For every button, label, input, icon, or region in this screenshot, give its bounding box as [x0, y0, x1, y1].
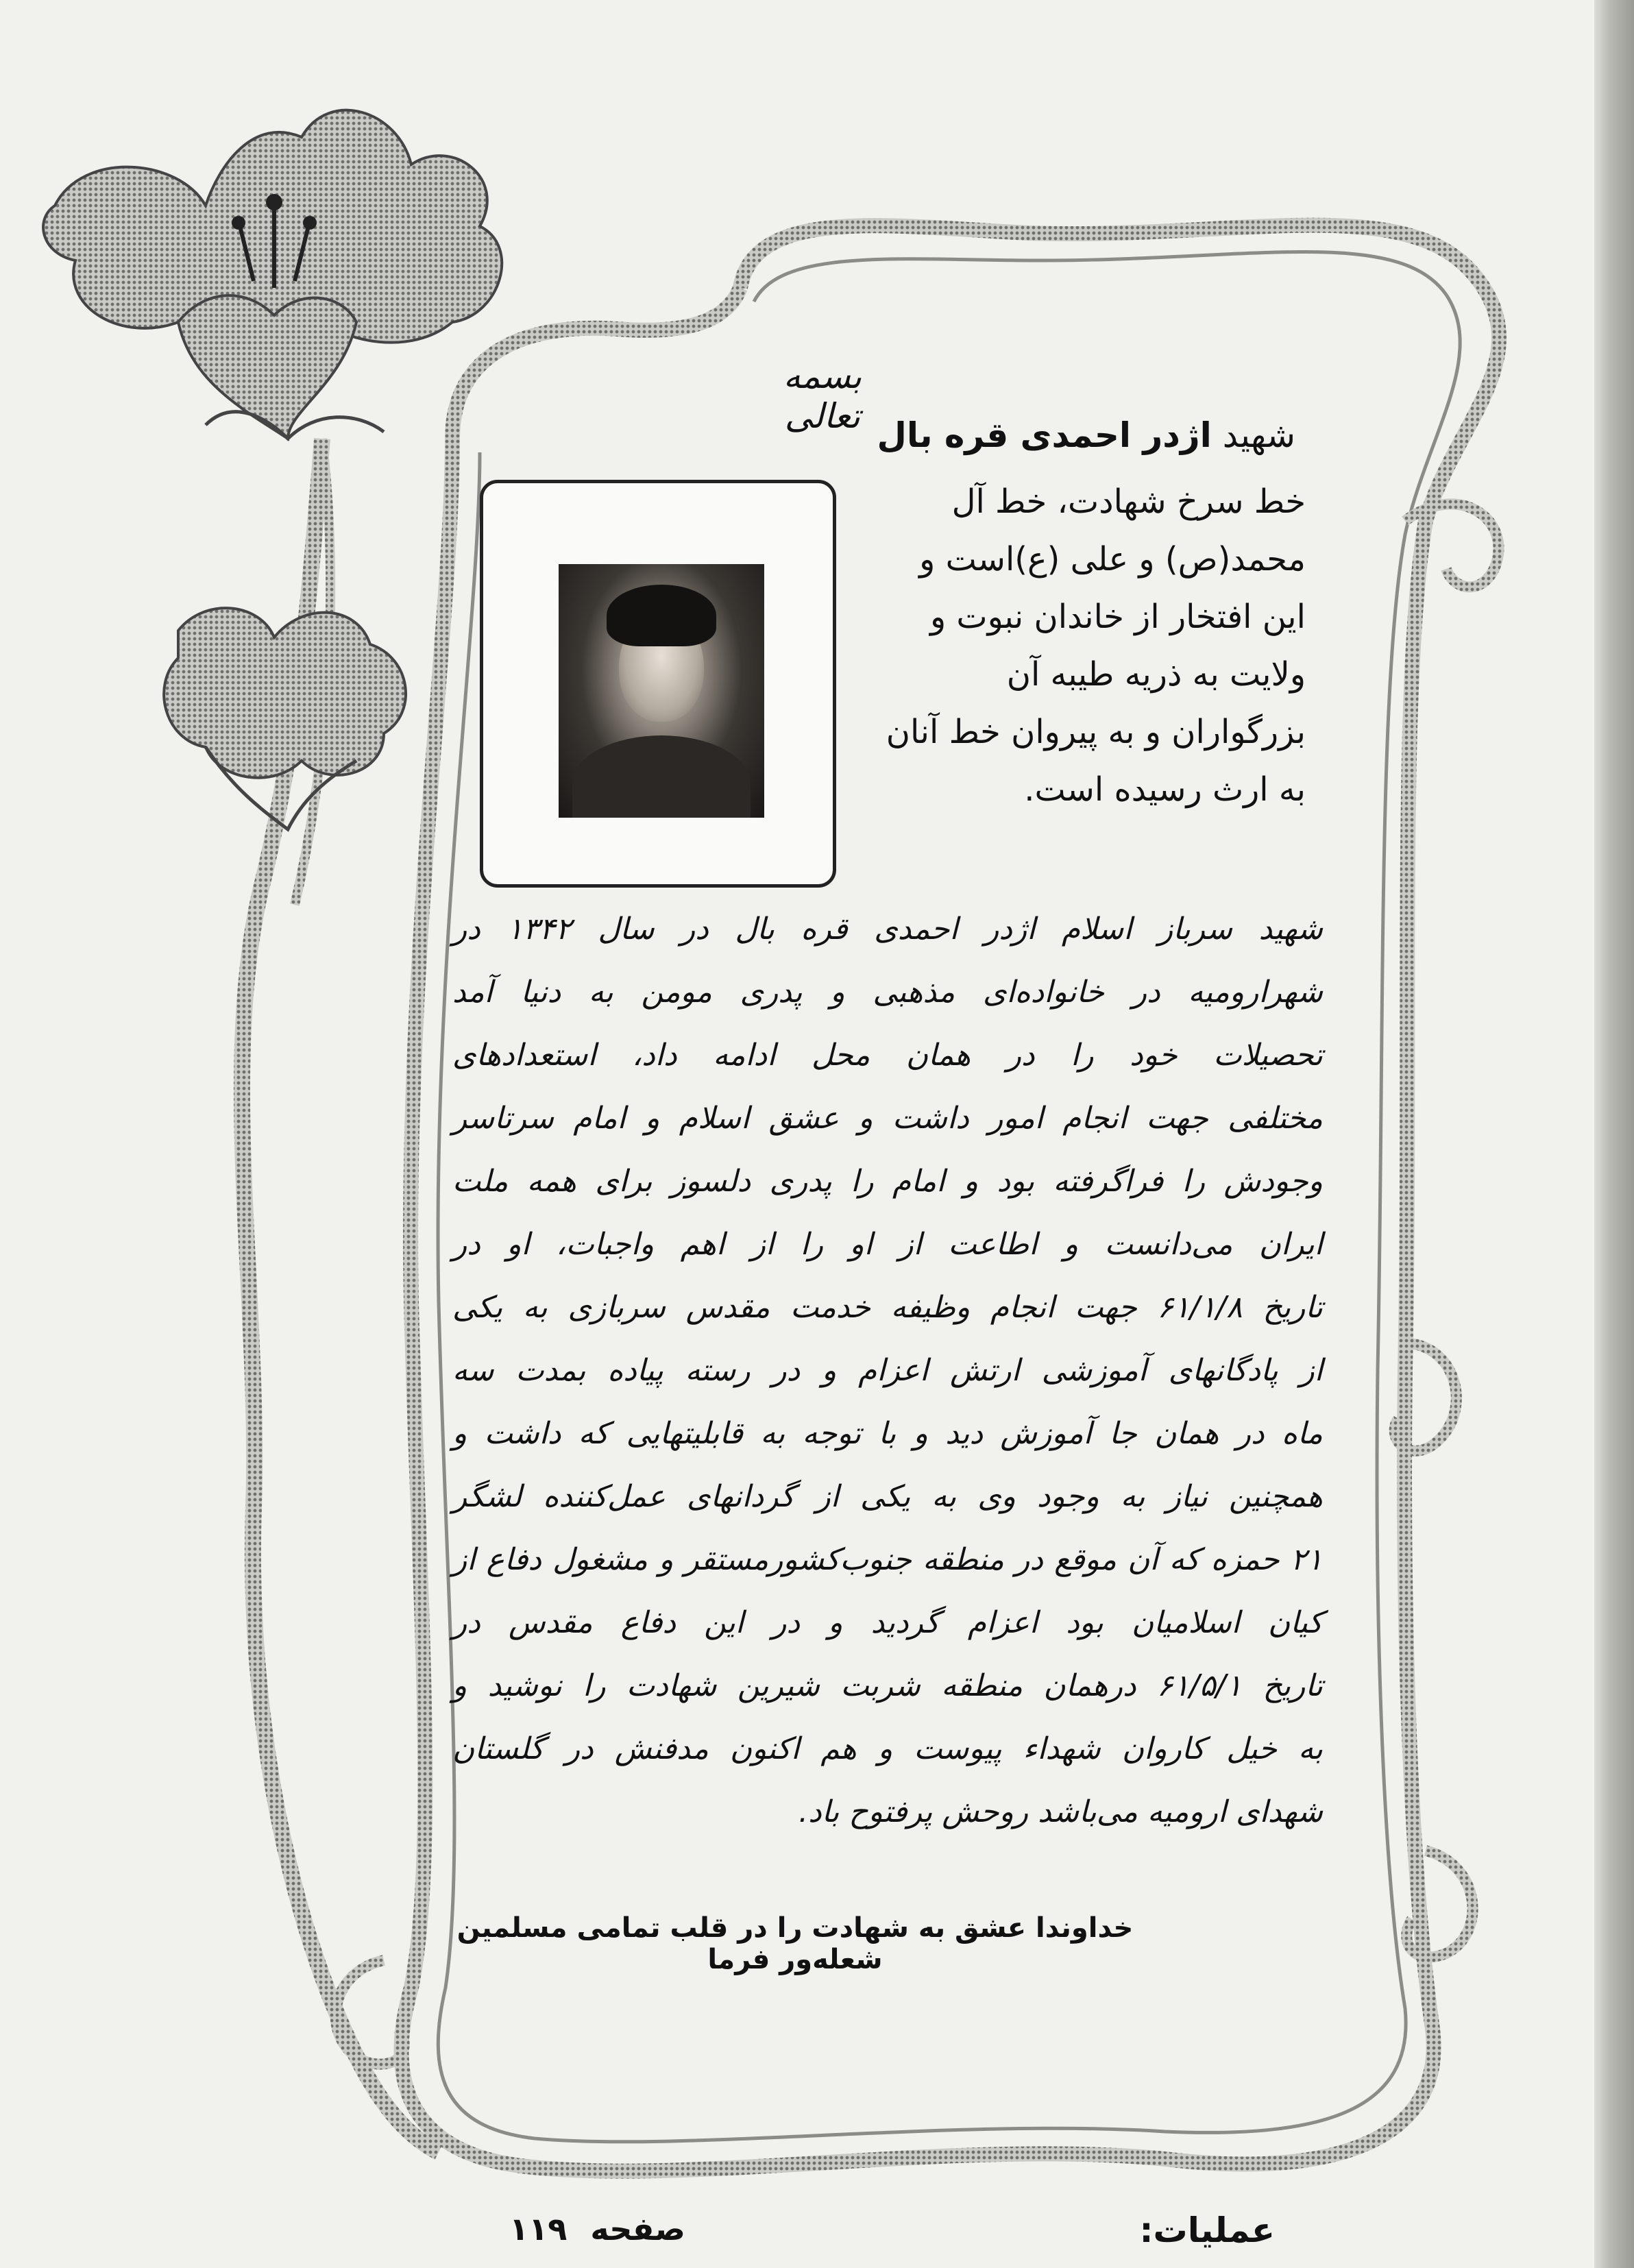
- page-number: صفحه ۱۱۹: [509, 2210, 685, 2247]
- document-heading: بسمه تعالی: [783, 356, 862, 436]
- operations-label: عملیات:: [1139, 2210, 1275, 2250]
- intro-paragraph: [867, 473, 1306, 818]
- intro-line: محمد(ص) و علی (ع)است و: [919, 540, 1306, 578]
- intro-line: بزرگواران و به پیروان خط آنان: [886, 713, 1306, 751]
- bio-line: به خیل کاروان شهداء پیوست و هم اکنون مدفنش در گلستان: [452, 1731, 1323, 1766]
- intro-line: به ارث رسیده است.: [1024, 770, 1306, 809]
- martyr-title: [870, 415, 1295, 455]
- bio-line: ۲۱ حمزه که آن موقع در منطقه جنوب‌کشورمستقر و مشغول دفاع از: [452, 1542, 1323, 1577]
- bio-line: تاریخ ۶۱/۱/۸ جهت انجام وظیفه خدمت مقدس سربازی به یکی: [452, 1290, 1323, 1325]
- bio-line: وجودش را فراگرفته بود و امام را پدری دلسوز برای همه ملت: [452, 1164, 1323, 1199]
- bio-line: شهرارومیه در خانواده‌ای مذهبی و پدری مومن به دنیا آمد: [452, 975, 1323, 1010]
- martyr-name: اژدر احمدی قره بال: [877, 415, 1212, 455]
- bio-line: ماه در همان جا آموزش دید و با توجه به قابلیتهایی که داشت و: [452, 1416, 1323, 1451]
- bio-line: تحصیلات خود را در همان محل ادامه داد، استعدادهای: [452, 1038, 1323, 1073]
- flower-ornament-icon: [43, 110, 502, 439]
- martyr-prefix: شهید: [1222, 415, 1295, 455]
- portrait-frame: [480, 480, 836, 888]
- bio-line: از پادگانهای آموزشی ارتش اعزام و در رسته پیاده بمدت سه: [452, 1353, 1323, 1388]
- bio-line: کیان اسلامیان بود اعزام گردید و در این دفاع مقدس در: [452, 1605, 1323, 1640]
- bio-line: ایران می‌دانست و اطاعت از او را از اهم واجبات، او در: [452, 1227, 1323, 1262]
- bio-line: شهدای ارومیه می‌باشد روحش پرفتوح باد.: [798, 1794, 1323, 1829]
- intro-line: خط سرخ شهادت، خط آل: [951, 483, 1306, 521]
- closing-prayer: خداوندا عشق به شهادت را در قلب تمامی مسلمین شعله‌ور فرما: [456, 1912, 1134, 1975]
- bio-line: مختلفی جهت انجام امور داشت و عشق اسلام و امام سرتاسر: [452, 1101, 1323, 1136]
- biography-paragraph: [452, 898, 1323, 1844]
- intro-line: ولایت به ذریه طیبه آن: [1006, 655, 1306, 694]
- bio-line: همچنین نیاز به وجود وی به یکی از گردانهای عمل‌کننده لشگر: [452, 1479, 1323, 1514]
- bio-line: شهید سرباز اسلام اژدر احمدی قره بال در سال ۱۳۴۲ در: [452, 912, 1323, 947]
- martyr-portrait-photo: [559, 564, 764, 818]
- bio-line: تاریخ ۶۱/۵/۱ درهمان منطقه شربت شیرین شهادت را نوشید و: [452, 1668, 1323, 1703]
- intro-line: این افتخار از خاندان نبوت و: [929, 598, 1306, 636]
